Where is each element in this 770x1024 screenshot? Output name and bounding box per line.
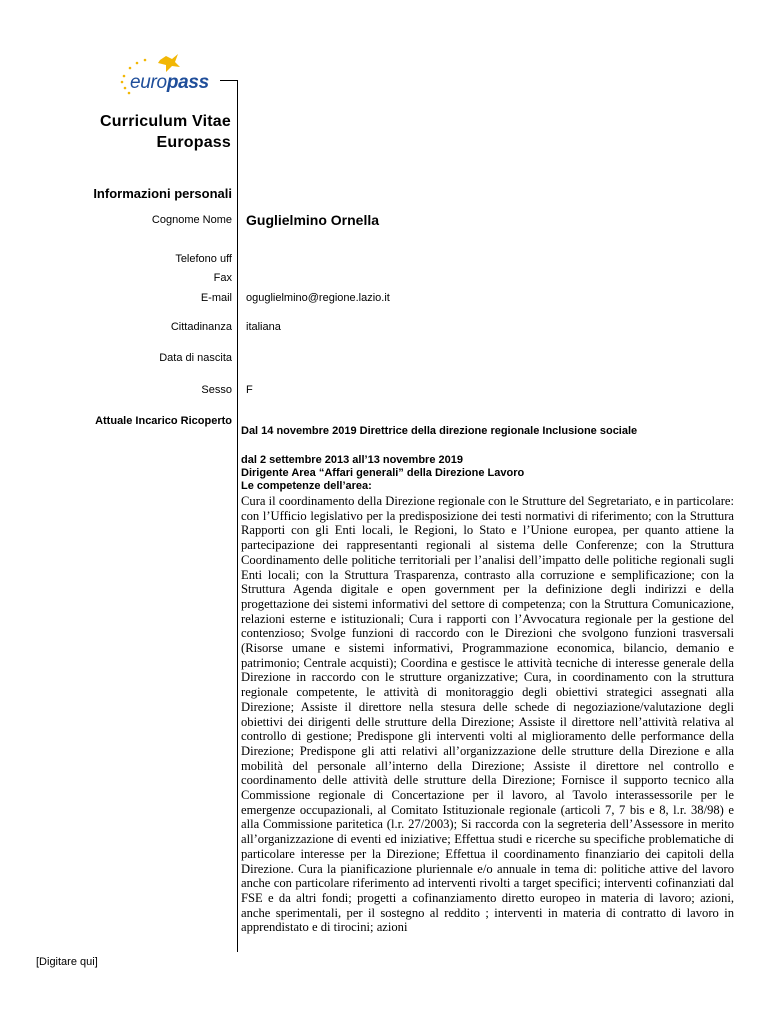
column-divider xyxy=(237,80,238,952)
section-personal-info: Informazioni personali xyxy=(93,186,232,201)
email-label: E-mail xyxy=(200,292,232,304)
citizenship-label: Cittadinanza xyxy=(170,321,232,333)
name-label: Cognome Nome xyxy=(151,214,232,226)
competences-description: Cura il coordinamento della Direzione regionale con le Strutture del Segretariato, e in particolare: con l’Ufficio legislativo per la predisposizione dei testi normativi di riferimento; con la Struttura Rapporti con gli Enti locali, le Regioni, lo Stato e l’Unione europea, per quanto attiene la partecipazione dei rappresentanti regionali al sistema delle Conferenze; con la Struttura Coordinamento delle politiche territoriali per l’analisi dell’impatto delle politiche regionali sugli Enti locali; con la Struttura Trasparenza, contrasto alla corruzione e semplificazione; con la Struttura Agenda digitale e open government per la definizione degli indirizzi e della progettazione dei sistemi informativi del settore di competenza; con la Struttura Comunicazione, relazioni esterne e istituzionali; Cura i rapporti con l’Avvocatura regionale per la gestione del contenzioso; Svolge funzioni di raccordo con le Direzioni che svolgono funzioni trasversali (Risorse umane e sistemi informativi, Programmazione economica, bilancio, demanio e patrimonio; Centrale acquisti); Coordina e gestisce le attività tecniche di interesse generale della Direzione in raccordo con le strutture organizzative; Cura, in coordinamento con la struttura regionale competente, le attività di monitoraggio degli obiettivi strategici assegnati alla Direzione; Assiste il direttore nella stesura delle schede di negoziazione/valutazione degli obiettivi dei dirigenti delle strutture della Direzione; Assiste il direttore nell’attività relativa al controllo di gestione; Predispone gli interventi volti al miglioramento delle performance della Direzione; Predispone gli atti relativi all’organizzazione delle strutture della Direzione e alla mobilità del personale all’interno della Direzione; Assiste il direttore nel controllo e coordinamento delle attività delle strutture della Direzione; Fornisce il supporto tecnico alla Commissione regionale di Concertazione per il lavoro, al Tavolo interassessorile per le emergenze occupazionali, al Comitato Istituzionale regionale (articoli 7, 7 bis e 8, l.r. 38/98) e alla Commissione paritetica (l.r. 27/2003); Si raccorda con la segreteria dell’Assessore in merito all’organizzazione di eventi ed iniziative; Effettua studi e ricerche su specifiche problematiche di particolare interesse per la Direzione; Effettua il coordinamento finanziario dei capitoli della Direzione. Cura la pianificazione pluriennale e/o annuale in tema di: politiche attive del lavoro anche con particolare riferimento ad interventi rivolti a target specifici; interventi cofinanziati dal FSE e da altri fondi; progetti a cofinanziamento diretto europeo in materia di lavoro; azioni, anche sperimentali, per il sostegno al reddito ; interventi in materia di contratto di lavoro in apprendistato e di tirocini; azioni xyxy=(241,494,734,935)
previous-role: Dirigente Area “Affari generali” della Direzione Lavoro xyxy=(241,467,525,479)
sex-value: F xyxy=(246,384,253,396)
competences-heading: Le competenze dell’area: xyxy=(241,480,372,492)
fax-label: Fax xyxy=(213,272,232,284)
europass-wordmark: europass xyxy=(130,72,209,93)
header-divider xyxy=(220,80,237,81)
footer-placeholder: [Digitare qui] xyxy=(36,956,98,968)
email-value[interactable]: oguglielmino@regione.lazio.it xyxy=(246,292,390,304)
name-value: Guglielmino Ornella xyxy=(246,212,380,228)
previous-period: dal 2 settembre 2013 all’13 novembre 2019 xyxy=(241,454,463,466)
phone-label: Telefono uff xyxy=(175,253,232,265)
current-position-value: Dal 14 novembre 2019 Direttrice della direzione regionale Inclusione sociale xyxy=(241,425,638,437)
citizenship-value: italiana xyxy=(246,321,281,333)
birthdate-label: Data di nascita xyxy=(159,352,232,364)
sex-label: Sesso xyxy=(201,384,232,396)
current-position-label: Attuale Incarico Ricoperto xyxy=(95,415,232,427)
cv-title: Curriculum Vitae Europass xyxy=(100,113,231,151)
europass-logo xyxy=(112,50,242,102)
